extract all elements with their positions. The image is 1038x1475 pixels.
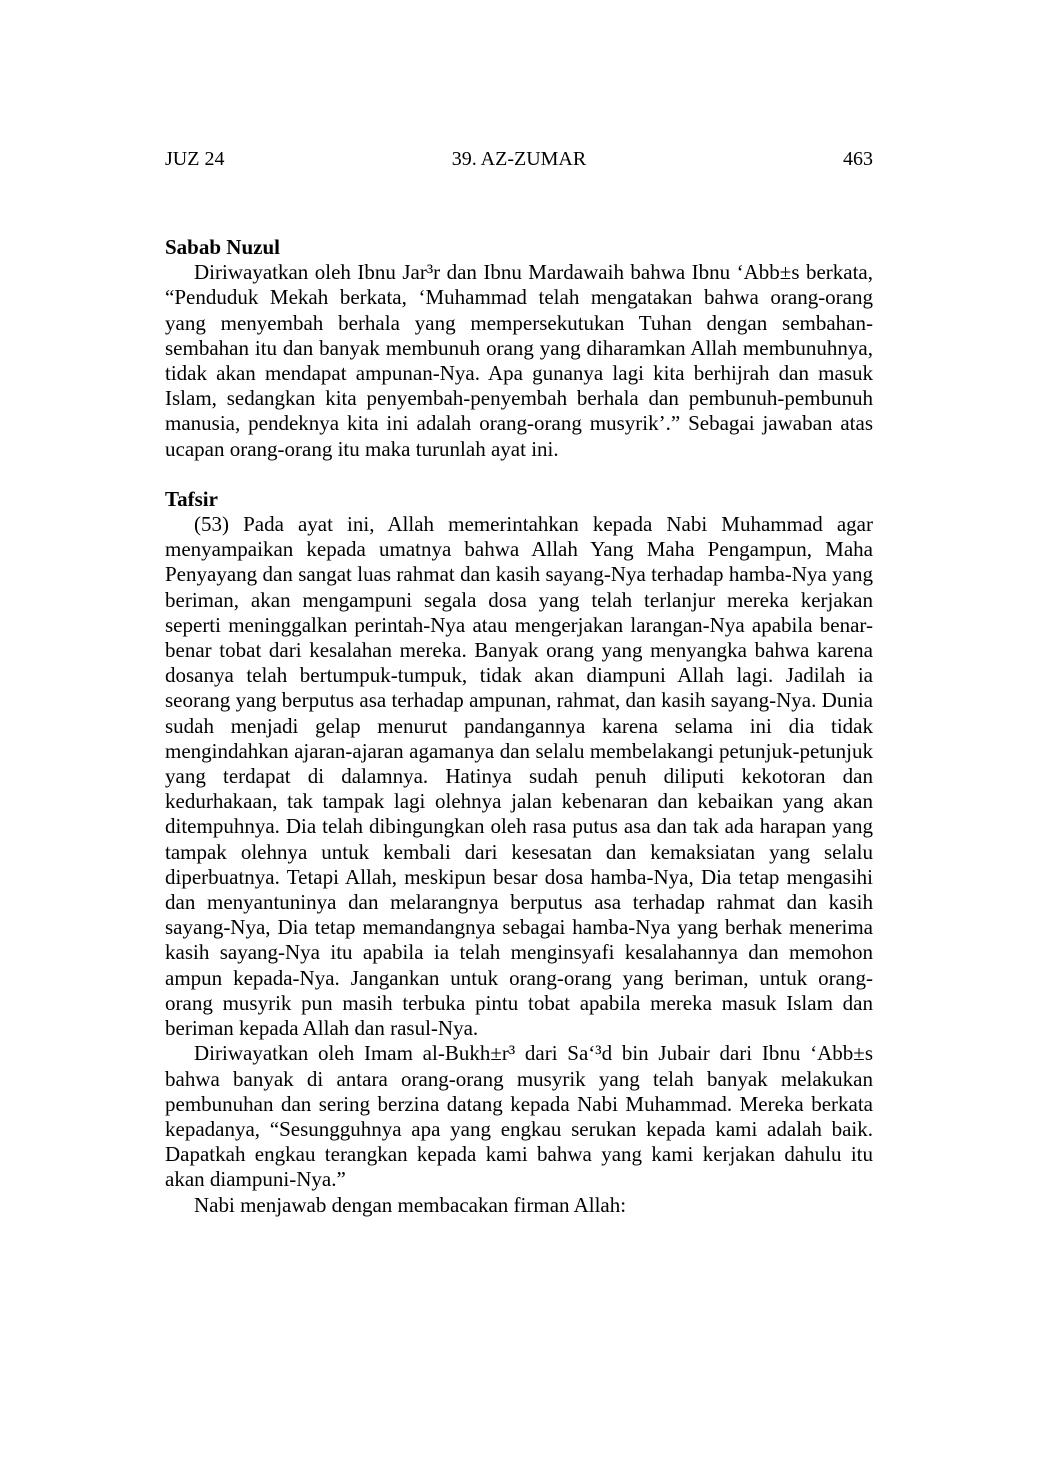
sabab-nuzul-section [165, 235, 873, 462]
sabab-nuzul-heading: Sabab Nuzul [165, 235, 280, 259]
running-header [165, 146, 873, 172]
header-juz: JUZ 24 [165, 148, 225, 170]
section-gap [165, 462, 873, 487]
tafsir-paragraph: Diriwayatkan oleh Imam al-Bukh±r³ dari Sa‘³d bin Jubair dari Ibnu ‘Abb±s bahwa banyak di antara orang-orang musyrik yang telah banyak melakukan pembunuhan dan sering berzina datang kepada Nabi Muhammad. Mereka berkata kepadanya, “Sesungguhnya apa yang engkau serukan kepada kami adalah baik. Dapatkah engkau terangkan kepada kami bahwa yang kami kerjakan dahulu itu akan diampuni-Nya.” [165, 1041, 873, 1192]
body-text [165, 235, 873, 1218]
tafsir-paragraph: Nabi menjawab dengan membacakan firman Allah: [194, 1192, 627, 1217]
sabab-nuzul-paragraph: Diriwayatkan oleh Ibnu Jar³r dan Ibnu Mardawaih bahwa Ibnu ‘Abb±s berkata, “Penduduk Mekah berkata, ‘Muhammad telah mengatakan bahwa orang-orang yang menyembah berhala yang mempersekutukan Tuhan dengan sembahan-sembahan itu dan banyak membunuh orang yang diharamkan Allah membunuhnya, tidak akan mendapat ampunan-Nya. Apa gunanya lagi kita berhijrah dan masuk Islam, sedangkan kita penyembah-penyembah berhala dan pembunuh-pembunuh manusia, pendeknya kita ini adalah orang-orang musyrik’.” Sebagai jawaban atas ucapan orang-orang itu maka turunlah ayat ini. [165, 260, 873, 461]
header-page-number: 463 [843, 148, 873, 170]
header-surah-title: 39. AZ-ZUMAR [451, 148, 587, 170]
tafsir-section [165, 487, 873, 1218]
tafsir-paragraph: (53) Pada ayat ini, Allah memerintahkan kepada Nabi Muhammad agar menyampaikan kepada umatnya bahwa Allah Yang Maha Pengampun, Maha Penyayang dan sangat luas rahmat dan kasih sayang-Nya terhadap hamba-Nya yang beriman, akan mengampuni segala dosa yang telah terlanjur mereka kerjakan seperti meninggalkan perintah-Nya atau mengerjakan larangan-Nya apabila benar-benar tobat dari kesalahan mereka. Banyak orang yang menyangka bahwa karena dosanya telah bertumpuk-tumpuk, tidak akan diampuni Allah lagi. Jadilah ia seorang yang berputus asa terhadap ampunan, rahmat, dan kasih sayang-Nya. Dunia sudah menjadi gelap menurut pandangannya karena selama ini dia tidak mengindahkan ajaran-ajaran agamanya dan selalu membelakangi petunjuk-petunjuk yang terdapat di dalamnya. Hatinya sudah penuh diliputi kekotoran dan kedurhakaan, tak tampak lagi olehnya jalan kebenaran dan kebaikan yang akan ditempuhnya. Dia telah dibingungkan oleh rasa putus asa dan tak ada harapan yang tampak olehnya untuk kembali dari kesesatan dan kemaksiatan yang selalu diperbuatnya. Tetapi Allah, meskipun besar dosa hamba-Nya, Dia tetap mengasihi dan menyantuninya dan melarangnya berputus asa terhadap rahmat dan kasih sayang-Nya, Dia tetap memandangnya sebagai hamba-Nya yang berhak menerima kasih sayang-Nya itu apabila ia telah menginsyafi kesalahannya dan memohon ampun kepada-Nya. Jangankan untuk orang-orang yang beriman, untuk orang-orang musyrik pun masih terbuka pintu tobat apabila mereka masuk Islam dan beriman kepada Allah dan rasul-Nya. [165, 512, 873, 1041]
tafsir-heading: Tafsir [165, 486, 218, 511]
